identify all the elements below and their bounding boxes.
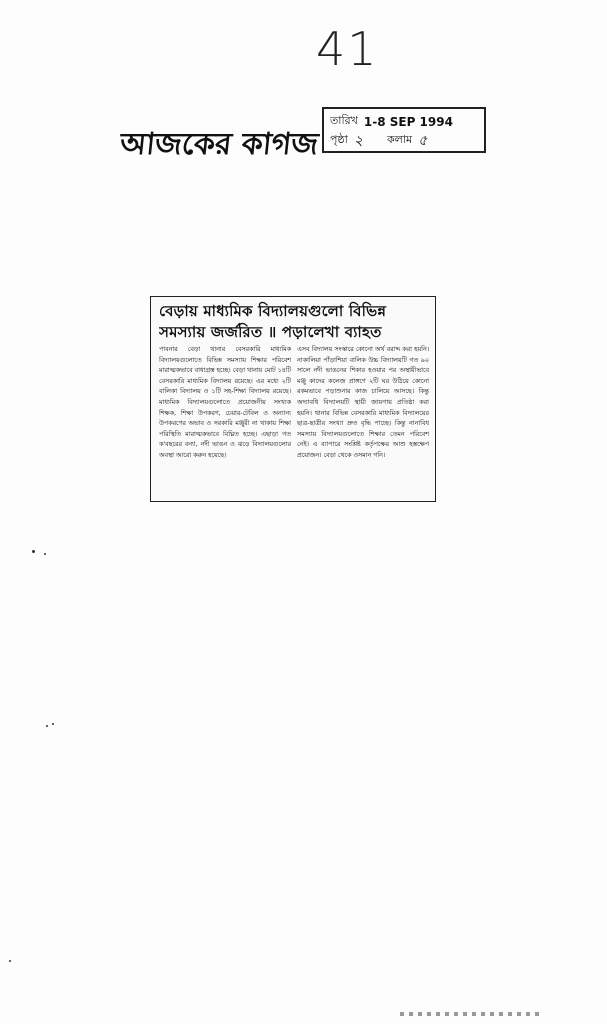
scan-edge-smudge bbox=[400, 1012, 540, 1016]
stamp-date-value: 1-8 SEP 1994 bbox=[363, 114, 453, 129]
newspaper-clipping bbox=[150, 296, 436, 502]
archive-stamp bbox=[322, 107, 486, 153]
article-body bbox=[159, 345, 429, 497]
scan-speck bbox=[44, 553, 46, 555]
scan-speck bbox=[32, 550, 35, 553]
stamp-column-label: কলাম bbox=[386, 133, 413, 146]
article-column-1: পাবনার বেড়া থানার বেসরকারি মাধ্যমিক বিদ্যালয়গুলোতে বিভিন্ন সমস্যায় শিক্ষার পরিবেশ মারাত্মকভাবে বাধাগ্রস্ত হচ্ছে। বেড়া থানায় মোট ১৪টি বেসরকারি মাধ্যমিক বিদ্যালয় রয়েছে। এর মধ্যে ২টি বালিকা বিদ্যালয় ও ১টি সহ-শিক্ষা বিদ্যালয় রয়েছে। মাধ্যমিক বিদ্যালয়গুলোতে প্রয়োজনীয় সংখ্যক শিক্ষক, শিক্ষা উপকরণ, চেয়ার-টেবিল ও অন্যান্য উপকরণের অভাব ও সরকারি মঞ্জুরী না থাকায় শিক্ষা পরিস্থিতি মারাত্মকভাবে বিঘ্নিত হচ্ছে। এছাড়া গত ক'বছরের বন্যা, নদী ভাঙন ও ঝড়ে বিদ্যালয়গুলোর অবস্থা আরো করুন হয়েছে। bbox=[159, 346, 291, 459]
headline-line-1: বেড়ায় মাধ্যমিক বিদ্যালয়গুলো বিভিন্ন bbox=[159, 302, 387, 320]
stamp-page-label: পৃষ্ঠা bbox=[330, 133, 348, 146]
stamp-date-label: তারিখ bbox=[330, 114, 358, 127]
article-column-2: এসব বিদ্যালয় সংস্কারে কোনো অর্থ বরাদ্দ করা হয়নি। নাকালিয়া পাঁড়াশিয়া বালিক উচ্চ বিদ্যালয়টি গত ৯০ সালে নদী ভাঙনের শিকার হওয়ার পর অস্থায়ীভাবে মঞ্জু কাদের কলেজ প্রাঙ্গণে ২টি ঘর উঠিয়ে কোনো রকমভাবে পড়াশুনার কাজ চালিয়ে আসছে। কিন্তু অদ্যাবধি বিদ্যালয়টি স্থায়ী জায়গায় প্রতিষ্ঠা করা হয়নি। থানার বিভিন্ন বেসরকারি মাধ্যমিক বিদ্যালয়ের ছাত্র-ছাত্রীর সংখ্যা দ্রুত বৃদ্ধি পাচ্ছে। কিন্তু নানাবিধ সমস্যায় বিদ্যালয়গুলোতে শিক্ষার তেমন পরিবেশ নেই। এ ব্যাপারে সংশ্লিষ্ট কর্তৃপক্ষের আশু হস্তক্ষেপ প্রয়োজন। বেড়া থেকে ওসমান গনি। bbox=[297, 346, 429, 459]
scan-speck bbox=[46, 725, 48, 727]
page-number: 41 bbox=[316, 22, 379, 76]
stamp-column-value: ৫ bbox=[418, 132, 428, 149]
scan-speck bbox=[9, 960, 11, 962]
article-headline bbox=[159, 301, 429, 343]
newspaper-masthead: আজকের কাগজ bbox=[118, 127, 320, 162]
headline-line-2: সমস্যায় জর্জরিত ॥ পড়ালেখা ব্যাহত bbox=[159, 323, 382, 341]
scan-speck bbox=[52, 723, 54, 725]
stamp-page-value: ২ bbox=[353, 132, 363, 149]
